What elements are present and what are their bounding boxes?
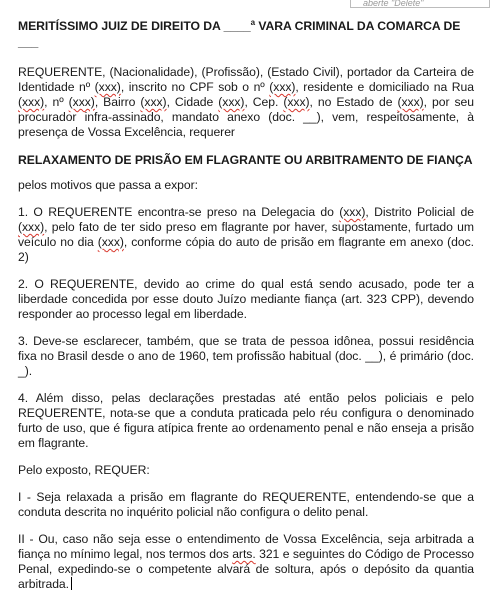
- intro-paragraph: REQUERENTE, (Nacionalidade), (Profissão), (Estado Civil), portador da Carteira de Identidade nº (xxx), inscrito no CPF sob o nº (xxx), residente e domiciliado na Rua (xxx), nº (xxx), Bairro (xxx), Cidade (xxx), Cep. (xxx), no Estado de (xxx), por seu procurador infra-assinado, mandato anexo (doc. __), vem, respeitosamente, à presença de Vossa Excelência, requerer: [18, 65, 475, 139]
- ordinal-superscript: a: [250, 18, 255, 27]
- placeholder-word: (xxx): [283, 95, 310, 109]
- hint-tooltip: aberte "Delete": [350, 0, 490, 8]
- placeholder-word: (xxx): [97, 235, 124, 249]
- item-1-paragraph: 1. O REQUERENTE encontra-se preso na Delegacia do (xxx), Distrito Policial de (xxx), pelo fato de ter sido preso em flagrante por haver, supostamente, furtado um veículo no dia (xxx), conforme cópia do auto de prisão em flagrante em anexo (doc. 2): [18, 205, 474, 264]
- requests-intro: Pelo exposto, REQUER:: [18, 463, 150, 477]
- placeholder-word: (xxx): [397, 95, 424, 109]
- placeholder-word: (xxx): [18, 95, 45, 109]
- motives-line: pelos motivos que passa a expor:: [18, 178, 198, 192]
- document-body[interactable]: [18, 18, 474, 592]
- item-2-paragraph: 2. O REQUERENTE, devido ao crime do qual está sendo acusado, pode ter a liberdade concedida por esse douto Juízo mediante fiança (art. 323 CPP), devendo responder ao processo legal em liberdade.: [18, 277, 474, 321]
- item-4-paragraph: 4. Além disso, pelas declarações prestadas até então pelos policiais e pelo REQUERENTE, nota-se que a conduta praticada pelo réu configura o denominado furto de uso, que é figura atípica frente ao ordenamento penal e não enseja a prisão em flagrante.: [18, 391, 474, 450]
- misspelled-word: arts.: [232, 547, 256, 561]
- placeholder-word: (xxx): [18, 220, 45, 234]
- text-cursor: [71, 577, 72, 590]
- heading-blank: ___: [18, 35, 39, 49]
- request-1-paragraph: I - Seja relaxada a prisão em flagrante do REQUERENTE, entendendo-se que a conduta descrita no inquérito policial não configura o delito penal.: [18, 490, 474, 519]
- placeholder-word: (xxx): [339, 205, 366, 219]
- placeholder-word: (xxx): [269, 80, 296, 94]
- placeholder-word: (xxx): [140, 95, 167, 109]
- heading-text-continued: VARA CRIMINAL DA COMARCA DE: [254, 19, 461, 33]
- document-heading: [18, 18, 474, 50]
- heading-text: MERITÍSSIMO JUIZ DE DIREITO DA ____: [18, 19, 251, 33]
- placeholder-word: (xxx): [68, 95, 95, 109]
- placeholder-word: (xxx): [218, 95, 245, 109]
- petition-subtitle: RELAXAMENTO DE PRISÃO EM FLAGRANTE OU ARBITRAMENTO DE FIANÇA: [18, 153, 473, 167]
- request-2-paragraph: II - Ou, caso não seja esse o entendimento de Vossa Excelência, seja arbitrada a fiança no mínimo legal, nos termos dos arts. 321 e seguintes do Código de Processo Penal, expedindo-se o competente alvará de soltura, após o depósito da quantia arbitrada.: [18, 532, 475, 591]
- placeholder-word: (xxx): [94, 80, 121, 94]
- item-3-paragraph: 3. Deve-se esclarecer, também, que se trata de pessoa idônea, possui residência fixa no Brasil desde o ano de 1960, tem profissão habitual (doc. __), é primário (doc. _).: [18, 334, 474, 378]
